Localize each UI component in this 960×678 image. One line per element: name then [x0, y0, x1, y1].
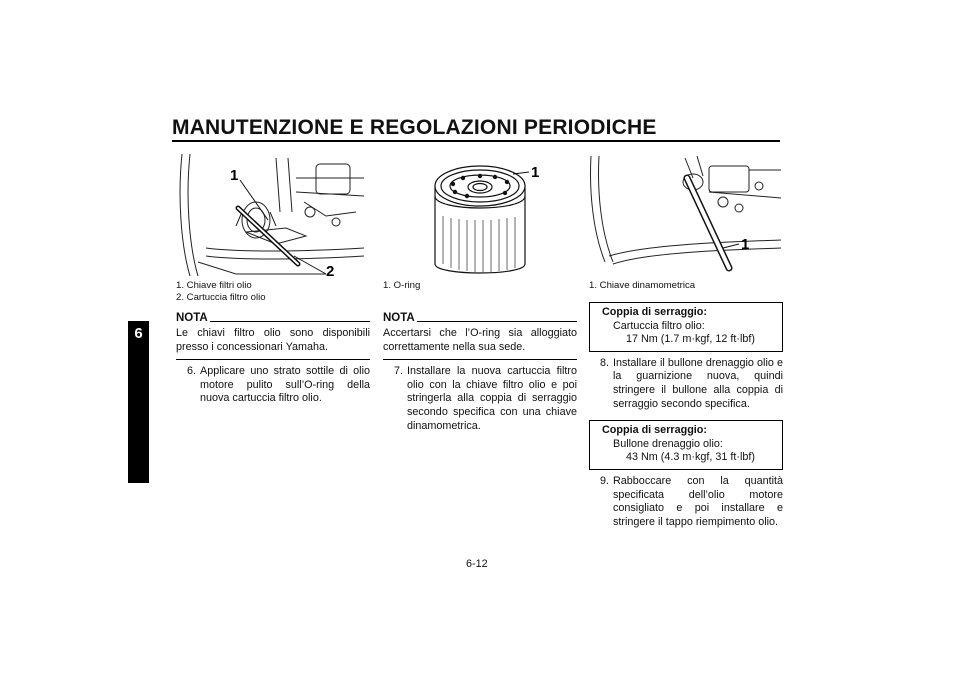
page-title: MANUTENZIONE E REGOLAZIONI PERIODICHE [172, 116, 657, 139]
note-heading-rule [210, 321, 370, 322]
step-text: Installare il bullone drenaggio olio e la guarnizione nuova, quindi stringere il bullone alla coppia di serraggio secondo specifica. [613, 356, 783, 410]
oil-filter-cartridge-illustration [383, 152, 577, 280]
spec-title: Coppia di serraggio: [602, 424, 707, 437]
page-number: 6-12 [466, 558, 488, 570]
figure-caption [176, 280, 370, 304]
step-number: 6. [186, 365, 196, 378]
spec-value: 17 Nm (1.7 m·kgf, 12 ft·lbf) [626, 333, 755, 346]
figure-caption [383, 280, 577, 292]
step-7 [383, 365, 577, 433]
step-9 [589, 475, 783, 529]
spec-title: Coppia di serraggio: [602, 306, 707, 318]
note-label: NOTA [383, 312, 415, 324]
step-8 [589, 357, 783, 411]
column-1 [176, 152, 370, 406]
torque-wrench-illustration [589, 152, 783, 280]
torque-spec-box [589, 420, 783, 470]
note-label: NOTA [176, 312, 208, 324]
spec-value: 43 Nm (4.3 m·kgf, 31 ft·lbf) [626, 451, 755, 464]
callout-2: 2 [326, 263, 335, 280]
note-heading [176, 312, 370, 324]
note-text: Le chiavi filtro olio sono disponibili presso i concessionari Yamaha. [176, 327, 370, 353]
callout-1: 1 [741, 236, 750, 253]
title-rule [172, 140, 780, 142]
callout-1: 1 [531, 164, 540, 181]
note-heading [383, 312, 577, 324]
step-text: Applicare uno strato sottile di olio motore pulito sull’O-ring della nuova cartuccia filtro olio. [200, 365, 370, 405]
caption-line: 1. Chiave filtri olio [176, 280, 252, 291]
step-number: 8. [599, 356, 609, 369]
callout-1: 1 [230, 167, 239, 184]
figure-caption [589, 280, 783, 292]
chapter-tab [128, 321, 149, 483]
oil-filter-wrench-illustration [176, 152, 370, 280]
note-end-rule [383, 359, 577, 360]
step-text: Installare la nuova cartuccia filtro olio con la chiave filtro olio e poi stringerla alla coppia di serraggio secondo specifica con una chiave dinamometrica. [407, 365, 577, 432]
caption-line: 2. Cartuccia filtro olio [176, 292, 266, 303]
step-number: 9. [599, 474, 609, 487]
caption-line: 1. Chiave dinamometrica [589, 280, 696, 291]
spec-item: Cartuccia filtro olio: [613, 319, 705, 332]
step-number: 7. [393, 365, 403, 378]
torque-spec-box [589, 302, 783, 352]
note-text: Accertarsi che l’O-ring sia alloggiato correttamente nella sua sede. [383, 327, 577, 353]
column-2 [383, 152, 577, 433]
column-3 [589, 152, 783, 529]
step-6 [176, 365, 370, 406]
note-heading-rule [417, 321, 577, 322]
spec-item: Bullone drenaggio olio: [613, 437, 723, 450]
note-end-rule [176, 359, 370, 360]
step-text: Rabboccare con la quantità specificata dell’olio motore consigliato e poi installare e stringere il tappo riempimento olio. [613, 474, 783, 528]
caption-line: 1. O-ring [383, 280, 421, 291]
chapter-number: 6 [134, 325, 143, 342]
